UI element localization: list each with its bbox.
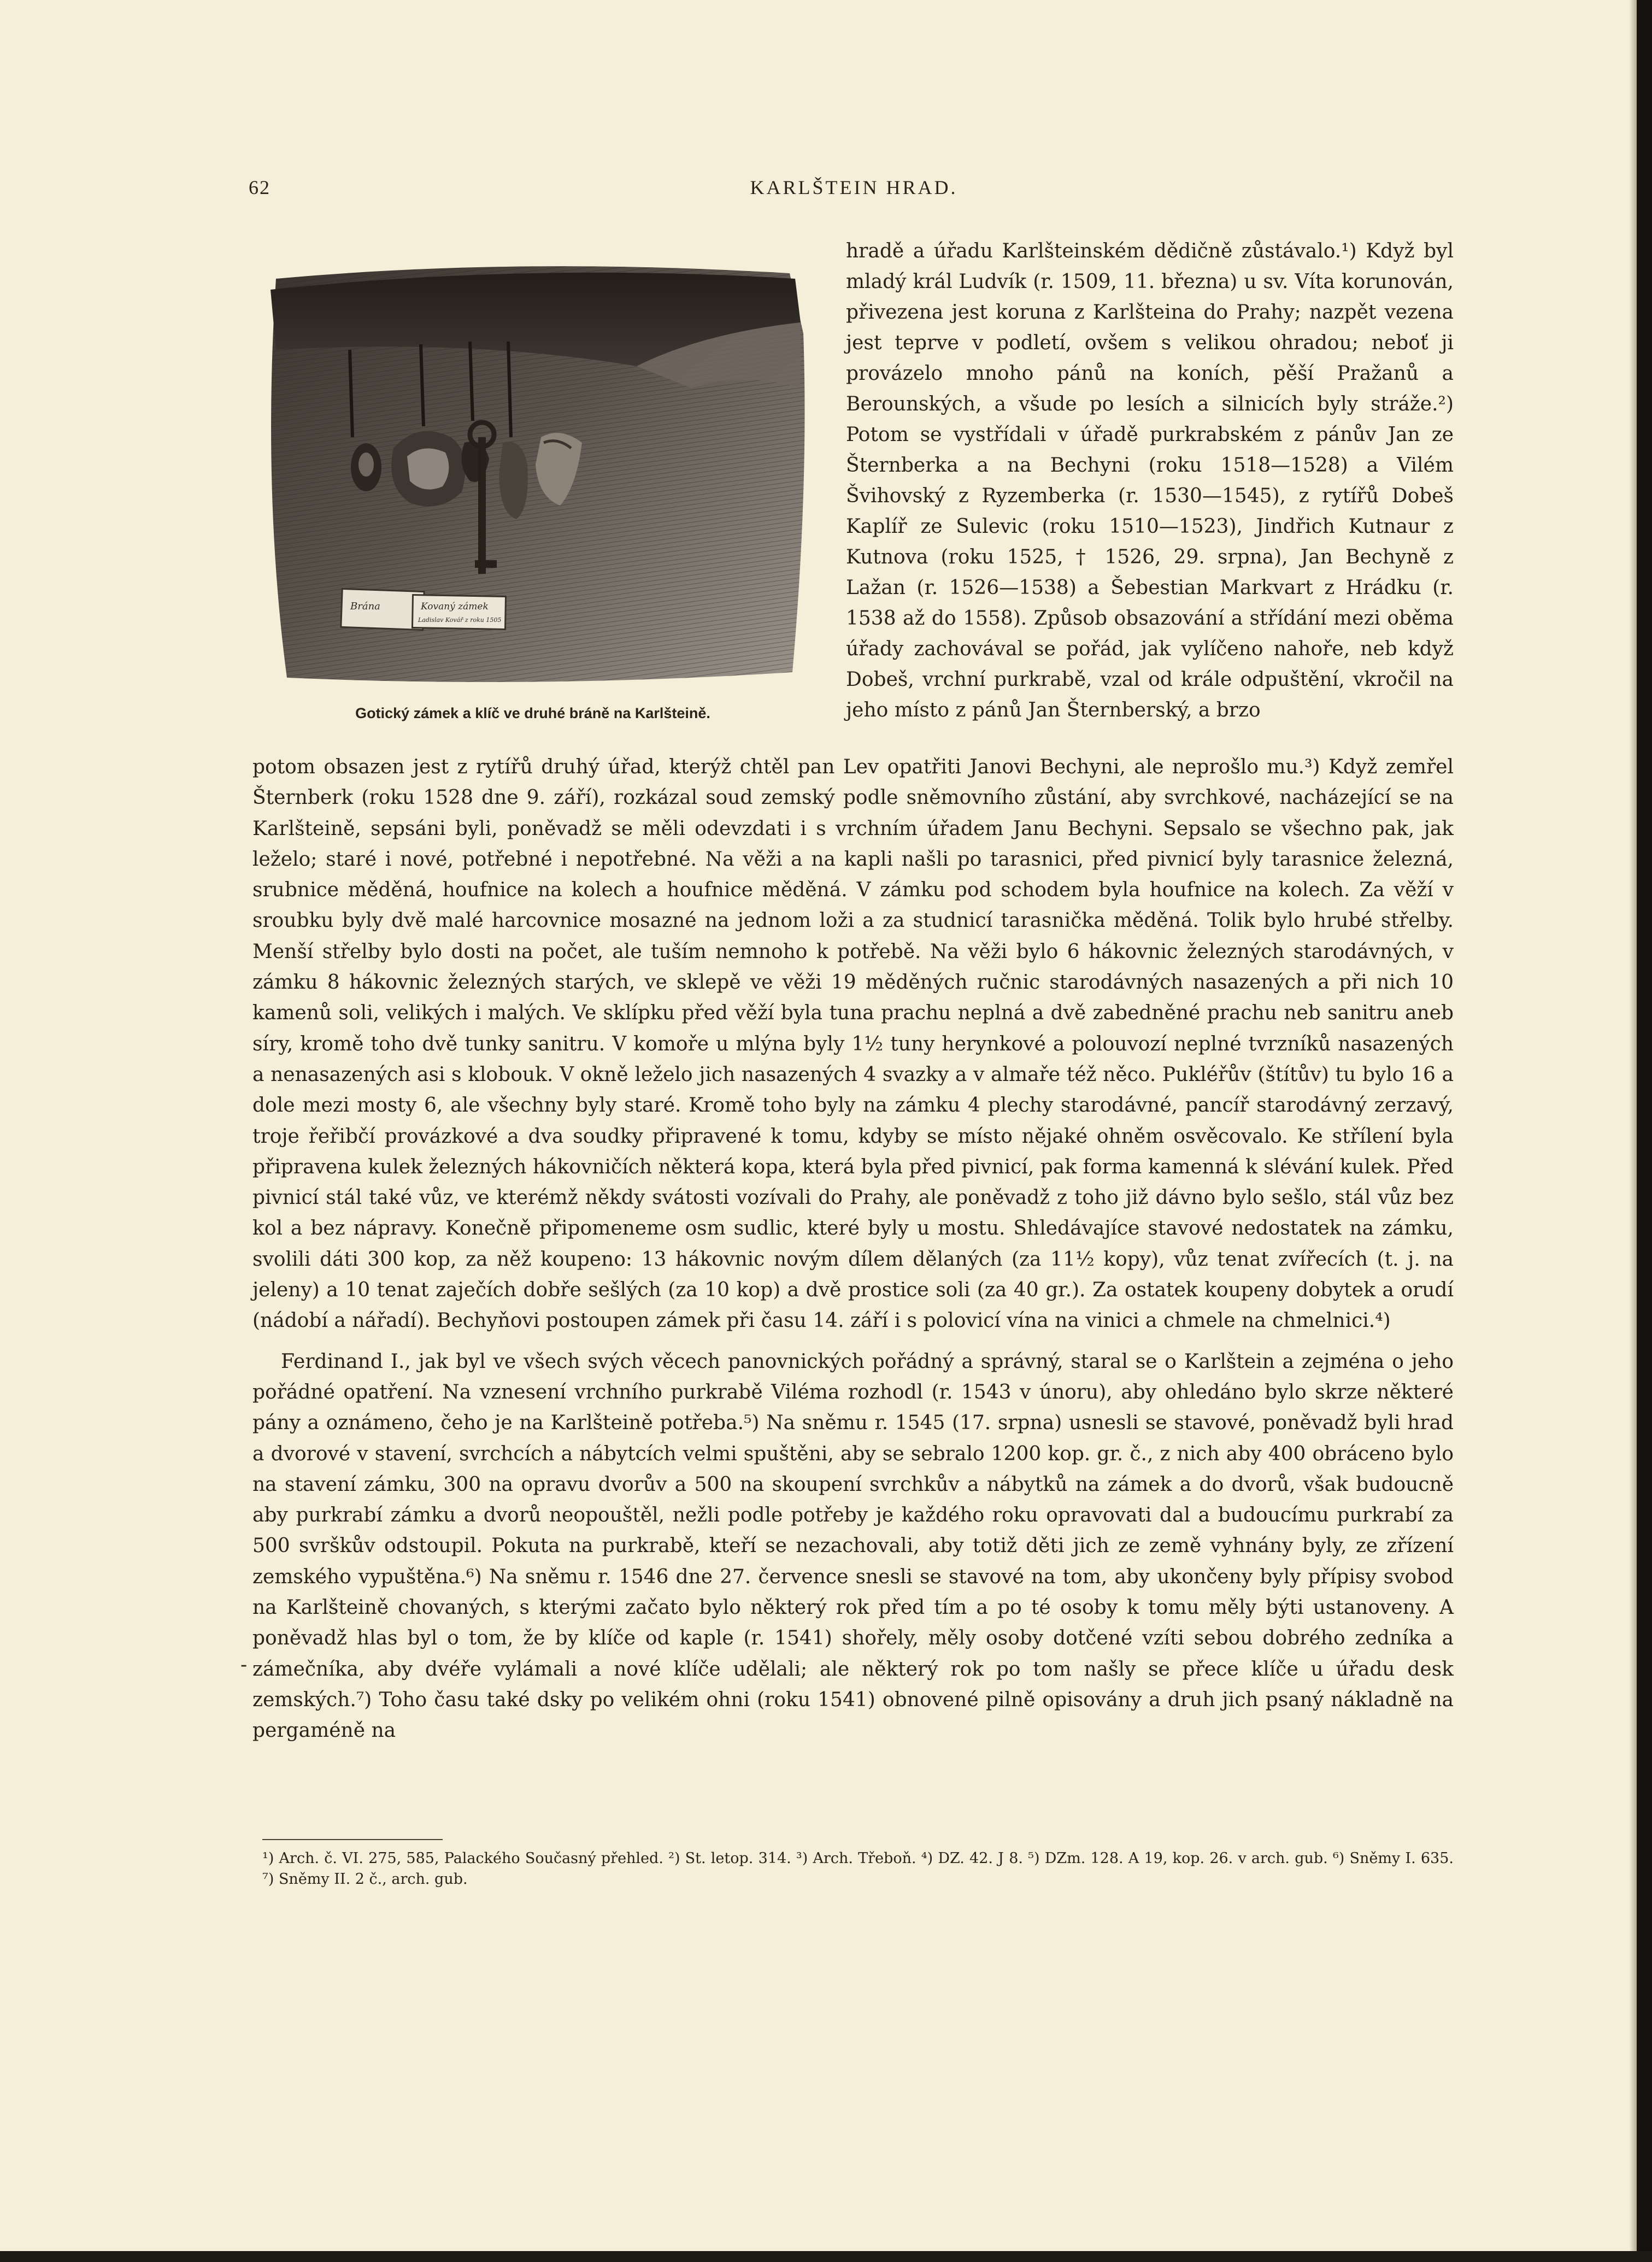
figure [254, 257, 812, 722]
scan-edge-bottom [0, 2251, 1652, 2262]
scan-edge-right [1637, 0, 1652, 2262]
body-paragraph-1: potom obsazen jest z rytířů druhý úřad, kterýž chtěl pan Lev opatřiti Janovi Bechyni, ale neprošlo mu.³) Když zemřel Šternberk (roku 1528 dne 9. září), rozkázal soud zemský podle sněmovního zůstání, aby svrchkové, nacházející se na Karlšteině, sepsáni byli, poněvadž se měli odevzdati i s vrchním úřadem Janu Bechyni. Sepsalo se všechno pak, jak leželo; staré i nové, potřebné i nepotřebné. Na věži a na kapli našli po tarasnici, před pivnicí byly tarasnice železná, srubnice měděná, houfnice na kolech a houfnice měděná. V zámku pod schodem byla houfnice na kolech. Za věží v sroubku byly dvě malé harcovnice mosazné na jednom loži a za studnicí tarasnička měděná. Tolik bylo hrubé střelby. Menší střelby bylo dosti na počet, ale tuším nemnoho k potřebě. Na věži bylo 6 hákovnic železných starodávných, v zámku 8 hákovnic železných starých, ve sklepě ve věži 19 měděných ručnic starodávných nasazených a při nich 10 kamenů soli, velikých i malých. Ve sklípku před věží byla tuna prachu neplná a dvě zabedněné prachu neb sanitru aneb síry, kromě toho dvě tunky sanitru. V komoře u mlýna byly 1½ tuny herynkové a polouvozí neplné tvrzníků nasazených a nenasazených asi s klobouk. V okně leželo jich nasazených 4 svazky a v almaře též něco. Pukléřův (štítův) tu bylo 16 a dole mezi mosty 6, ale všechny byly staré. Kromě toho byly na zámku 4 plechy starodávné, pancíř starodávný zerzavý, troje řeřibčí provázkové a dva soudky připravené k tomu, kdyby se místo nějaké ohněm osvěcovalo. Ke střílení byla připravena kulek železných hákovničích některá kopa, která byla před pivnicí, pak forma kamenná k slévání kulek. Před pivnicí stál také vůz, ve kterémž někdy svátosti vozívali do Prahy, ale poněvadž z toho již dávno bylo sešlo, stál vůz bez kol a bez nápravy. Konečně připomeneme osm sudlic, které byly u mostu. Shledávajíce stavové nedostatek na zámku, svolili dáti 300 kop, za něž koupeno: 13 hákovnic novým dílem dělaných (za 11½ kopy), vůz tenat zvířecích (t. j. na jeleny) a 10 tenat zaječích dobře sešlých (za 10 kop) a dvě prostice soli (za 40 gr.). Za ostatek koupeny dobytek a orudí (nádobí a nářadí). Bechyňovi postoupen zámek při času 14. září i s polovicí vína na vinici a chmele na chmelnici.⁴) [252, 756, 1454, 1332]
wrap-paragraph: hradě a úřadu Karlšteinském dědičně zůstávalo.¹) Když byl mladý král Ludvík (r. 1509, 11. března) u sv. Víta korunován, přivezena jest koruna z Karlšteina do Prahy; nazpět vezena jest teprve v podletí, ovšem s velikou ohradou; neboť ji provázelo mnoho pánů na koních, pěší Pražanů a Berounských, a všude po lesích a silnicích byly stráže.²) Potom se vystřídali v úřadě purkrabském z pánův Jan ze Šternberka a na Bechyni (roku 1518—1528) a Vilém Švihovský z Ryzemberka (r. 1530—1545), z rytířů Dobeš Kaplíř ze Sulevic (roku 1510—1523), Jindřich Kutnaur z Kutnova (roku 1525, † 1526, 29. srpna), Jan Bechyně z Lažan (r. 1526—1538) a Šebestian Markvart z Hrádku (r. 1538 až do 1558). Způsob obsazování a střídání mezi oběma úřady zachovával se pořád, jak vylíčeno nahoře, neb když Dobeš, vrchní purkrabě, vzal od krále odpuštění, vkročil na jeho místo z pánů Jan Šternberský, a brzo [846, 240, 1454, 721]
engraving-inscription-left: Brána [350, 601, 380, 612]
figure-caption: Gotický zámek a klíč ve druhé bráně na Karlšteině. [355, 705, 710, 721]
page-number: 62 [249, 177, 271, 198]
footnotes: ¹) Arch. č. VI. 275, 585, Palackého Současný přehled. ²) St. letop. 314. ³) Arch. Třeboň. ⁴) DZ. 42. J 8. ⁵) DZm. 128. A 19, kop. 26. v arch. gub. ⁶) Sněmy I. 635. ⁷) Sněmy II. 2 č., arch. gub. [262, 1850, 1454, 1888]
footnote-rule [262, 1839, 443, 1840]
margin-mark: - [240, 1654, 248, 1676]
engraving-inscription-right-2: Ladislav Kovář z roku 1505 [418, 616, 502, 624]
running-title: KARLŠTEIN HRAD. [750, 177, 958, 198]
page-header [249, 176, 1459, 209]
wrap-column [846, 236, 1454, 726]
engraving-gothic-lock-and-key [254, 257, 812, 689]
body-paragraph-2: Ferdinand I., jak byl ve všech svých věcech panovnických pořádný a správný, staral se o Karlštein a zejména o jeho pořádné opatření. Na vznesení vrchního purkrabě Viléma rozhodl (r. 1543 v únoru), aby ohledáno bylo skrze některé pány a oznámeno, čeho je na Karlšteině potřeba.⁵) Na sněmu r. 1545 (17. srpna) usnesli se stavové, poněvadž byli hrad a dvorové v stavení, svrchcích a nábytcích velmi spuštěni, aby se sebralo 1200 kop. gr. č., z nich aby 400 obráceno bylo na stavení zámku, 300 na opravu dvorův a 500 na skoupení svrchkův a nábytků na zámek a do dvorů, však budoucně aby purkrabí zámku a dvorů neopouštěl, nežli podle potřeby je každého roku opravovati dal a budoucímu purkrabí za 500 svrškův odstoupil. Pokuta na purkrabě, kteří se nezachovali, aby totiž děti jich ze země vyhnány byly, ze zřízení zemského vypuštěna.⁶) Na sněmu r. 1546 dne 27. července snesli se stavové na tom, aby ukončeny byly přípisy svobod na Karlšteině chovaných, s kterými začato bylo některý rok před tím a po té osoby k tomu měly býti ustanoveny. A poněvadž hlas byl o tom, že by klíče od kaple (r. 1541) shořely, měly osoby dotčené vzíti sebou dobrého zedníka a zámečníka, aby dvéře vylámali a nové klíče udělali; ale některý rok po tom našly se přece klíče u úřadu desk zemských.⁷) Toho času také dsky po velikém ohni (roku 1541) obnovené pilně opisovány a druh jich psaný nákladně na pergaméně na [252, 1350, 1454, 1742]
scan-edge-shadow [1629, 0, 1637, 2251]
engraving-inscription-right-1: Kovaný zámek [421, 601, 489, 612]
body-text [252, 752, 1454, 1747]
